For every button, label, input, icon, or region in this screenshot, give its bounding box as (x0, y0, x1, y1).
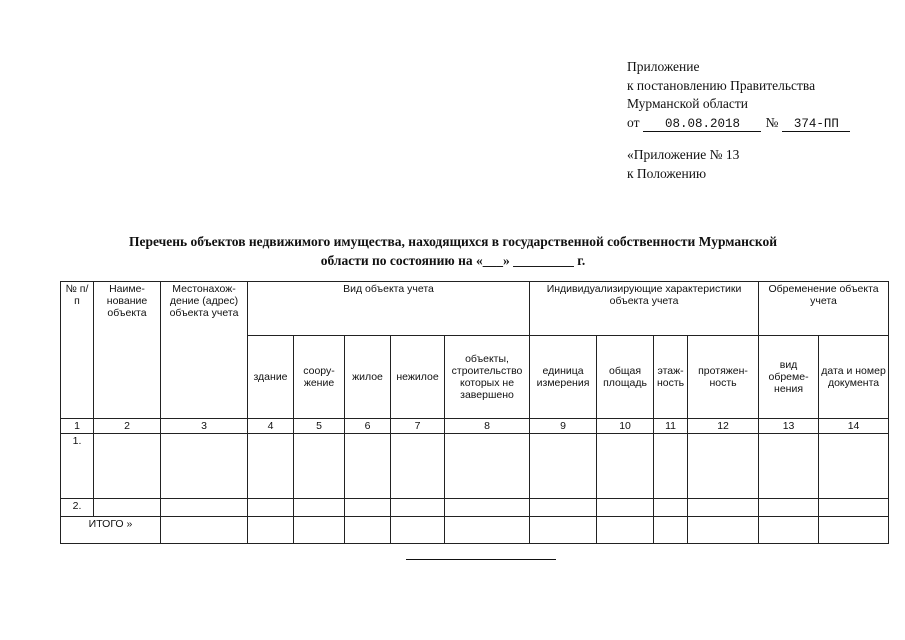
table-cell (688, 498, 759, 516)
appendix-header (627, 58, 850, 132)
header-residential: жилое (345, 336, 391, 418)
total-label: ИТОГО » (61, 516, 161, 543)
table-cell (654, 498, 688, 516)
column-number: 7 (391, 418, 445, 433)
appendix-reference (627, 146, 739, 183)
document-title-line-1: Перечень объектов недвижимого имущества, находящихся в государственной собственности Мурманской (128, 234, 778, 249)
table-cell (530, 433, 597, 498)
table-cell (597, 516, 654, 543)
column-number-row (61, 418, 889, 433)
table-cell (445, 498, 530, 516)
header-floors: этаж-ность (654, 336, 688, 418)
header-building: здание (248, 336, 294, 418)
header-encumbrance-document: дата и номер документа (819, 336, 889, 418)
table-cell (94, 433, 161, 498)
table-cell (654, 516, 688, 543)
table-cell (94, 498, 161, 516)
table-cell (294, 433, 345, 498)
column-number: 9 (530, 418, 597, 433)
header-line-appendix: Приложение (627, 59, 700, 74)
column-number: 12 (688, 418, 759, 433)
table-row (61, 433, 889, 498)
column-number: 1 (61, 418, 94, 433)
table-cell (391, 516, 445, 543)
header-encumbrance-type: вид обреме-нения (759, 336, 819, 418)
table-cell (248, 516, 294, 543)
table-cell (248, 433, 294, 498)
table-cell (759, 498, 819, 516)
row-number: 2. (61, 498, 94, 516)
table-cell (248, 498, 294, 516)
table-cell (759, 516, 819, 543)
table-cell (345, 498, 391, 516)
appendix-line-number: «Приложение № 13 (627, 147, 740, 162)
column-number: 2 (94, 418, 161, 433)
table-cell (161, 433, 248, 498)
header-encumbrance: Обременение объекта учета (759, 282, 889, 336)
document-title (60, 232, 846, 270)
table-cell (819, 433, 889, 498)
table-cell (688, 516, 759, 543)
total-row (61, 516, 889, 543)
header-nonresidential: нежилое (391, 336, 445, 418)
table-cell (819, 498, 889, 516)
document-title-line-2: области по состоянию на «___» _________ г. (320, 253, 586, 268)
table-cell (688, 433, 759, 498)
table-cell (391, 498, 445, 516)
column-number: 14 (819, 418, 889, 433)
table-cell (161, 516, 248, 543)
header-num: № п/п (61, 282, 94, 419)
table-cell (819, 516, 889, 543)
table-cell (597, 433, 654, 498)
table-cell (654, 433, 688, 498)
appendix-line-regulation: к Положению (627, 165, 707, 181)
column-number: 11 (654, 418, 688, 433)
header-unfinished: объекты, строительство которых не завершено (445, 336, 530, 418)
column-number: 5 (294, 418, 345, 433)
header-line-region: Мурманской области (627, 96, 748, 111)
column-number: 8 (445, 418, 530, 433)
table-cell (530, 516, 597, 543)
column-number: 3 (161, 418, 248, 433)
property-register-table (60, 281, 889, 544)
table-cell (391, 433, 445, 498)
resolution-date: 08.08.2018 (643, 118, 761, 132)
header-location: Местонахож-дение (адрес) объекта учета (161, 282, 248, 419)
header-length: протяжен-ность (688, 336, 759, 418)
column-number: 10 (597, 418, 654, 433)
header-individual-characteristics: Индивидуализирующие характеристики объекта учета (530, 282, 759, 336)
header-object-type: Вид объекта учета (248, 282, 530, 336)
table-cell (294, 516, 345, 543)
table-cell (345, 516, 391, 543)
column-number: 4 (248, 418, 294, 433)
header-area: общая площадь (597, 336, 654, 418)
number-prefix: № (765, 114, 779, 130)
table-cell (530, 498, 597, 516)
table-cell (445, 516, 530, 543)
header-line-resolution: к постановлению Правительства (627, 77, 816, 93)
table-row (61, 498, 889, 516)
row-number: 1. (61, 433, 94, 498)
date-prefix: от (627, 114, 640, 130)
header-line-date-number (627, 114, 850, 133)
header-structure: соору-жение (294, 336, 345, 418)
table-cell (345, 433, 391, 498)
table-cell (294, 498, 345, 516)
header-name: Наиме-нование объекта (94, 282, 161, 419)
table-cell (759, 433, 819, 498)
column-number: 13 (759, 418, 819, 433)
closing-divider (406, 559, 556, 560)
table-cell (445, 433, 530, 498)
table-cell (161, 498, 248, 516)
header-unit: единица измерения (530, 336, 597, 418)
resolution-number: 374-ПП (782, 118, 850, 132)
table-cell (597, 498, 654, 516)
column-number: 6 (345, 418, 391, 433)
